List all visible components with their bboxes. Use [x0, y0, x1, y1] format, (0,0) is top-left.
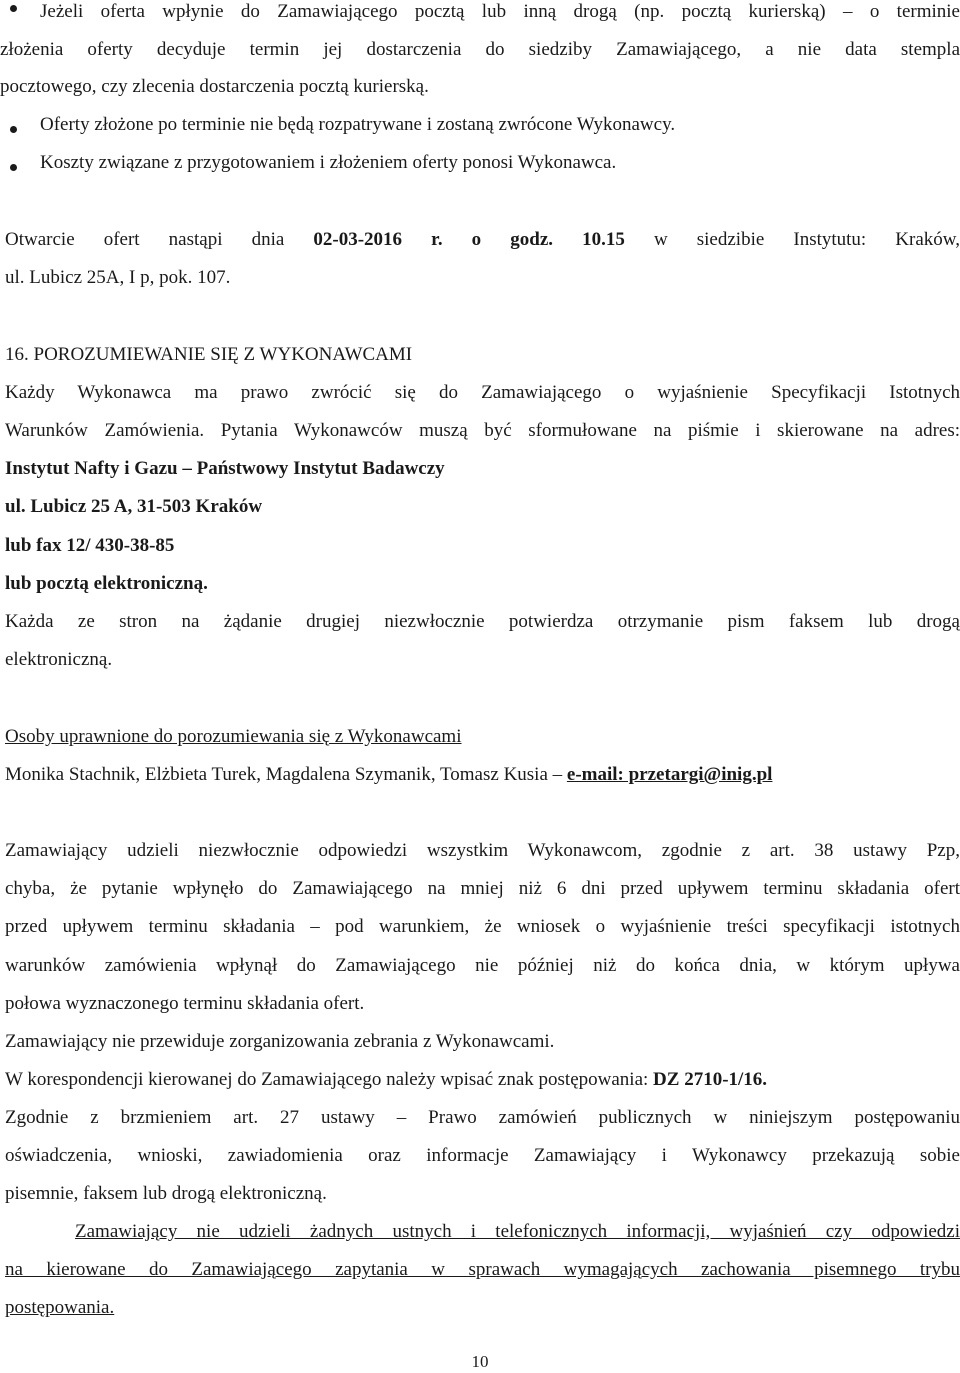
bullet-icon	[10, 126, 17, 133]
text-line: pisemnie, faksem lub drogą elektroniczną.	[5, 1183, 327, 1204]
conditions-list	[0, 0, 960, 106]
notice-text: Zamawiający nie udzieli żadnych ustnych i telefonicznych informacji, wyjaśnień czy odpowiedzi	[75, 1221, 960, 1242]
text-line: pocztowego, czy zlecenia dostarczenia pocztą kurierską.	[0, 76, 429, 97]
notice-text: na kierowane do Zamawiającego zapytania w sprawach wymagających zachowania pisemnego trybu	[5, 1259, 960, 1280]
reference-code: DZ 2710-1/16.	[653, 1069, 768, 1090]
text-line: przed upływem terminu składania – pod warunkiem, że wniosek o wyjaśnienie treści specyfikacji istotnych	[5, 916, 960, 937]
opening-line	[5, 229, 960, 251]
notice-text: postępowania.	[5, 1297, 115, 1318]
reference-prefix: W korespondencji kierowanej do Zamawiającego należy wpisać znak postępowania:	[5, 1069, 649, 1090]
text-line: oświadczenia, wnioski, zawiadomienia oraz informacje Zamawiający i Wykonawcy przekazują sobie	[5, 1145, 960, 1166]
list-item: Oferty złożone po terminie nie będą rozpatrywane i zostaną zwrócone Wykonawcy.	[40, 114, 676, 135]
opening-suffix: w siedzibie Instytutu: Kraków,	[653, 229, 960, 250]
text-line: Warunków Zamówienia. Pytania Wykonawców muszą być sformułowane na piśmie i skierowane na adres:	[5, 420, 960, 441]
page-number: 10	[471, 1352, 489, 1371]
text-line: elektroniczną.	[5, 649, 113, 670]
section-heading: 16. POROZUMIEWANIE SIĘ Z WYKONAWCAMI	[5, 344, 413, 365]
contacts-heading	[5, 726, 960, 748]
opening-prefix: Otwarcie ofert nastąpi dnia	[5, 229, 285, 250]
bullet-icon	[10, 164, 17, 171]
text-line: Zamawiający udzieli niezwłocznie odpowiedzi wszystkim Wykonawcom, zgodnie z art. 38 ustawy Pzp,	[5, 840, 960, 861]
text-line: chyba, że pytanie wpłynęło do Zamawiającego na mniej niż 6 dni przed upływem terminu składania ofert	[5, 878, 960, 899]
address-line: lub fax 12/ 430-38-85	[5, 535, 175, 556]
text-line: Zamawiający nie przewiduje zorganizowania zebrania z Wykonawcami.	[5, 1031, 555, 1052]
list-item: Koszty związane z przygotowaniem i złożeniem oferty ponosi Wykonawca.	[40, 152, 617, 173]
opening-address: ul. Lubicz 25A, I p, pok. 107.	[5, 267, 231, 288]
opening-datetime: 02-03-2016 r. o godz. 10.15	[313, 229, 625, 250]
contacts-heading-text: Osoby uprawnione do porozumiewania się z Wykonawcami	[5, 726, 462, 747]
reference-line	[5, 1069, 960, 1091]
address-line: lub pocztą elektroniczną.	[5, 573, 208, 594]
contacts-line	[5, 764, 960, 786]
text-line: Każdy Wykonawca ma prawo zwrócić się do Zamawiającego o wyjaśnienie Specyfikacji Istotnych	[5, 382, 960, 403]
email-link[interactable]: e-mail: przetargi@inig.pl	[566, 764, 773, 785]
notice-line	[75, 1221, 960, 1243]
address-line: ul. Lubicz 25 A, 31-503 Kraków	[5, 496, 263, 517]
contact-names: Monika Stachnik, Elżbieta Turek, Magdalena Szymanik, Tomasz Kusia –	[5, 764, 563, 785]
notice-line	[5, 1297, 960, 1319]
text-line: Jeżeli oferta wpłynie do Zamawiającego pocztą lub inną drogą (np. pocztą kurierską) – o terminie	[40, 1, 960, 22]
text-line: połowa wyznaczonego terminu składania ofert.	[5, 993, 365, 1014]
address-line: Instytut Nafty i Gazu – Państwowy Instytut Badawczy	[5, 458, 445, 479]
conditions-list-continued	[40, 114, 960, 190]
text-line: Zgodnie z brzmieniem art. 27 ustawy – Prawo zamówień publicznych w niniejszym postępowaniu	[5, 1107, 960, 1128]
text-line: Każda ze stron na żądanie drugiej niezwłocznie potwierdza otrzymanie pism faksem lub drogą	[5, 611, 960, 632]
list-item	[0, 0, 960, 106]
text-line: złożenia oferty decyduje termin jej dostarczenia do siedziby Zamawiającego, a nie data stempla	[0, 38, 960, 60]
notice-line	[5, 1259, 960, 1281]
text-line: warunków zamówienia wpłynął do Zamawiającego nie później niż do końca dnia, w którym upływa	[5, 955, 960, 976]
